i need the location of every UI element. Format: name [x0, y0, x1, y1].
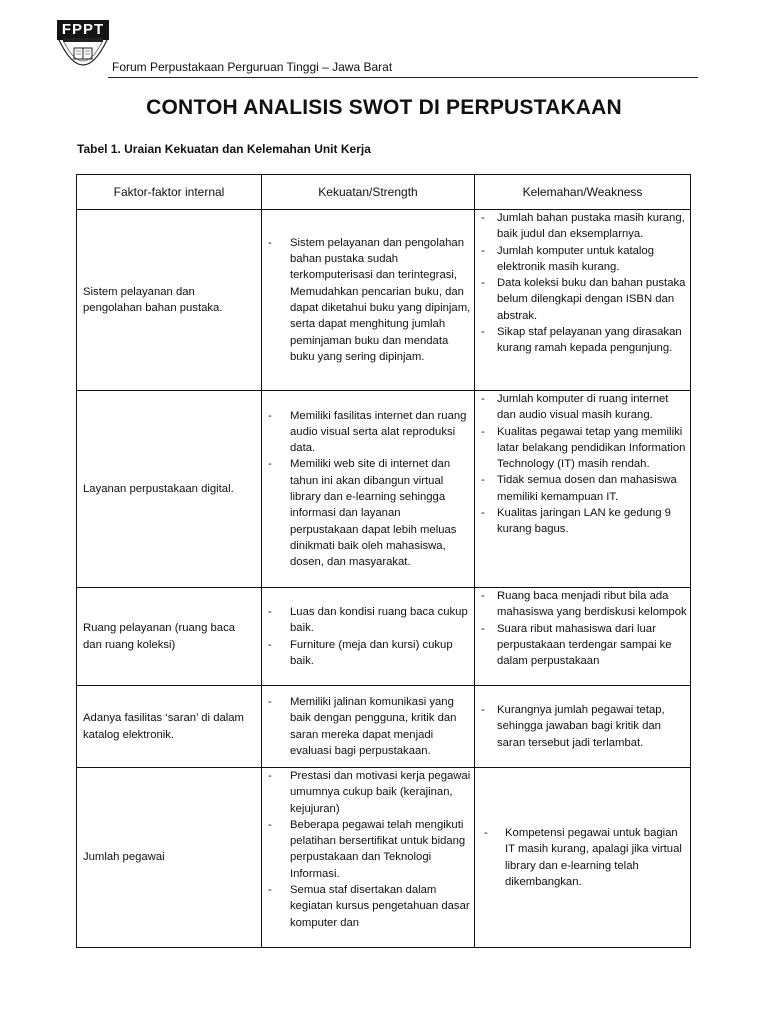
bullet-dash: - — [484, 826, 488, 839]
weakness-text: Ruang baca menjadi ribut bila ada mahasiswa yang berdiskusi kelompok — [497, 590, 687, 619]
fppt-logo — [57, 20, 109, 82]
logo-emblem-icon — [57, 38, 109, 82]
table-caption: Tabel 1. Uraian Kekuatan dan Kelemahan Unit Kerja — [77, 142, 371, 156]
list-item — [267, 235, 471, 365]
header-strength: Kekuatan/Strength — [262, 175, 475, 210]
factor-cell: Adanya fasilitas ‘saran’ di dalam katalog elektronik. — [77, 686, 262, 768]
bullet-dash: - — [268, 236, 272, 249]
list-item — [480, 243, 687, 276]
list-item — [483, 825, 687, 890]
strength-cell — [262, 391, 475, 588]
strength-text: Sistem pelayanan dan pengolahan bahan pustaka sudah terkomputerisasi dan terintegrasi, Memudahkan pencarian buku, dan dapat diketahui buku yang dipinjam, serta dapat menghitung jumlah peminjaman buku dan mendata buku yang sering dipinjam. — [290, 236, 471, 363]
list-item — [267, 768, 471, 817]
weakness-text: Sikap staf pelayanan yang dirasakan kurang ramah kepada pengunjung. — [497, 326, 682, 355]
table-row — [77, 391, 691, 588]
header-weakness: Kelemahan/Weakness — [475, 175, 691, 210]
weakness-text: Kompetensi pegawai untuk bagian IT masih kurang, apalagi jika virtual library dan e-learning telah dikembangkan. — [505, 826, 682, 888]
list-item — [480, 621, 687, 670]
list-item — [480, 391, 687, 424]
bullet-dash: - — [481, 425, 485, 438]
strength-cell — [262, 768, 475, 948]
strength-text: Memiliki jalinan komunikasi yang baik dengan pengguna, kritik dan saran mereka dapat menjadi evaluasi bagi perpustakaan. — [290, 695, 457, 757]
bullet-dash: - — [481, 326, 485, 339]
bullet-dash: - — [481, 704, 485, 717]
weakness-text: Kualitas jaringan LAN ke gedung 9 kurang bagus. — [497, 507, 671, 536]
bullet-dash: - — [481, 393, 485, 405]
weakness-cell — [475, 391, 691, 588]
list-item — [480, 424, 687, 473]
bullet-dash: - — [268, 884, 272, 897]
forum-name: Forum Perpustakaan Perguruan Tinggi – Jawa Barat — [112, 60, 393, 74]
list-item — [267, 408, 471, 457]
strength-text: Beberapa pegawai telah mengikuti pelatihan bersertifikat untuk bidang perpustakaan dan Teknologi Informasi. — [290, 818, 466, 880]
list-item — [480, 275, 687, 324]
list-item — [480, 324, 687, 357]
table-row — [77, 588, 691, 686]
weakness-text: Jumlah bahan pustaka masih kurang, baik judul dan eksemplarnya. — [497, 212, 685, 241]
bullet-dash: - — [268, 770, 272, 782]
bullet-dash: - — [481, 212, 485, 224]
factor-cell: Ruang pelayanan (ruang baca dan ruang koleksi) — [77, 588, 262, 686]
list-item — [267, 694, 471, 759]
weakness-text: Kurangnya jumlah pegawai tetap, sehingga jawaban bagi kritik dan saran tersebut jadi terlambat. — [497, 704, 665, 749]
table-row — [77, 768, 691, 948]
weakness-text: Suara ribut mahasiswa dari luar perpustakaan terdengar sampai ke dalam perpustakaan — [497, 622, 672, 668]
list-item — [480, 702, 687, 751]
table-row — [77, 686, 691, 768]
table-row — [77, 210, 691, 391]
weakness-text: Tidak semua dosen dan mahasiswa memiliki kemampuan IT. — [497, 474, 677, 503]
bullet-dash: - — [481, 507, 485, 520]
weakness-cell — [475, 588, 691, 686]
table-header-row — [77, 175, 691, 210]
header-factor: Faktor-faktor internal — [77, 175, 262, 210]
strength-text: Memiliki fasilitas internet dan ruang audio visual serta alat reproduksi data. — [290, 409, 467, 455]
swot-table — [76, 174, 691, 948]
strength-text: Memiliki web site di internet dan tahun ini akan dibangun virtual library dan e-learning sehingga informasi dan layanan perpustakaan dapat lebih meluas dinikmati baik oleh mahasiswa, dosen, dan masyarakat. — [290, 458, 457, 569]
weakness-cell — [475, 686, 691, 768]
bullet-dash: - — [481, 474, 485, 487]
list-item — [480, 505, 687, 538]
list-item — [267, 882, 471, 931]
list-item — [267, 817, 471, 882]
weakness-text: Kualitas pegawai tetap yang memiliki latar belakang pendidikan Information Technology (IT) masih rendah. — [497, 425, 686, 471]
document-title: CONTOH ANALISIS SWOT DI PERPUSTAKAAN — [146, 96, 622, 119]
bullet-dash: - — [268, 605, 272, 618]
list-item — [480, 472, 687, 505]
strength-text: Semua staf disertakan dalam kegiatan kursus pengetahuan dasar komputer dan — [290, 884, 470, 929]
factor-cell: Jumlah pegawai — [77, 768, 262, 948]
strength-cell — [262, 686, 475, 768]
list-item — [480, 210, 687, 243]
list-item — [267, 456, 471, 570]
list-item — [267, 637, 471, 670]
bullet-dash: - — [481, 622, 485, 635]
weakness-text: Jumlah komputer untuk katalog elektronik masih kurang. — [497, 244, 654, 273]
bullet-dash: - — [268, 458, 272, 471]
strength-cell — [262, 588, 475, 686]
weakness-text: Data koleksi buku dan bahan pustaka belum dilengkapi dengan ISBN dan abstrak. — [497, 277, 686, 322]
bullet-dash: - — [481, 244, 485, 257]
bullet-dash: - — [268, 695, 272, 708]
weakness-text: Jumlah komputer di ruang internet dan audio visual masih kurang. — [497, 393, 669, 422]
bullet-dash: - — [481, 590, 485, 602]
strength-cell — [262, 210, 475, 391]
list-item — [480, 588, 687, 621]
strength-text: Luas dan kondisi ruang baca cukup baik. — [290, 605, 468, 635]
weakness-cell — [475, 768, 691, 948]
logo-wordmark: FPPT — [57, 20, 109, 40]
bullet-dash: - — [481, 277, 485, 290]
factor-cell: Sistem pelayanan dan pengolahan bahan pustaka. — [77, 210, 262, 391]
strength-text: Prestasi dan motivasi kerja pegawai umumnya cukup baik (kerajinan, kejujuran) — [290, 770, 471, 815]
factor-cell: Layanan perpustakaan digital. — [77, 391, 262, 588]
strength-text: Furniture (meja dan kursi) cukup baik. — [290, 638, 453, 667]
header-divider — [108, 77, 698, 78]
weakness-cell — [475, 210, 691, 391]
bullet-dash: - — [268, 638, 272, 651]
bullet-dash: - — [268, 409, 272, 422]
bullet-dash: - — [268, 818, 272, 831]
list-item — [267, 604, 471, 637]
